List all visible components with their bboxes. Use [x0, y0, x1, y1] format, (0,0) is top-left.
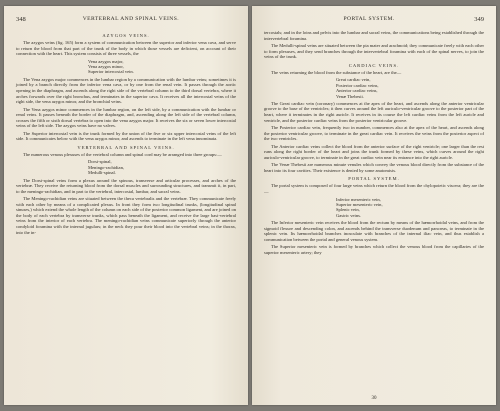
vein-list-item: Vena azygos major,	[88, 58, 124, 64]
vein-list	[264, 197, 484, 219]
paragraph: The Vena azygos minor commences in the lumbar region, on the left side, by a communication with the lumbar or renal veins. It passes beneath the border of the diaphragm, and, ascending along the left side of the vertebral column, crosses the fifth or sixth dorsal vertebra to open into the vena azygos major. It receives the six or seven lower intercostal veins of the left side. The azygos veins have no valves.	[16, 106, 236, 129]
vein-list-item: Posterior cardiac veins,	[336, 82, 379, 88]
paragraph: The veins returning the blood from the substance of the heart, are the—	[271, 69, 402, 75]
paragraph: The Posterior cardiac vein, frequently two in number, commences also at the apex of the heart, and ascends along the posterior ventricular groove, to terminate in the great cardiac vein. It receives the veins from the posterior aspect of the two ventricles.	[264, 125, 484, 142]
paragraph: The Superior intercostal vein is the trunk formed by the union of the five or six upper intercostal veins of the left side. It communicates below with the vena azygos minor, and ascends to terminate in the left vena innominata.	[16, 130, 236, 142]
paragraph: The portal system is composed of four large veins which return the blood from the chylopoietic viscera; they are the—	[264, 183, 484, 195]
vein-list-item: Venæ Thebesii.	[336, 93, 364, 99]
vein-list-item: Vena azygos minor,	[88, 64, 124, 70]
right-running-title: PORTAL SYSTEM.	[343, 16, 395, 22]
paragraph: The Great cardiac vein (coronary) commences at the apex of the heart, and ascends along the anterior ventricular groove to the base of the ventricles; it then curves around the left auriculo-ventricular groove to the posterior part of the heart, where it terminates in the right auricle. It receives in its course the left cardiac veins from the left auricle and ventricle, and the posterior cardiac veins from the posterior ventricular groove.	[264, 100, 484, 123]
right-running-head	[264, 16, 484, 23]
paragraph: The numerous venous plexuses of the vertebral column and spinal cord may be arranged into three groups:—	[23, 151, 222, 157]
left-running-title: VERTEBRAL AND SPINAL VEINS.	[82, 16, 180, 22]
vein-list	[16, 59, 236, 75]
vein-list-item: Dorsi-spinal,	[88, 159, 112, 165]
section-heading: AZYGOS VEINS.	[102, 33, 150, 38]
vein-list-item: Splenic vein,	[336, 207, 360, 213]
paragraph: The Superior mesenteric vein is formed by branches which collect the venous blood from the capillaries of the superior mesenteric artery; they	[264, 244, 484, 255]
right-page-body	[264, 30, 484, 255]
paragraph: The Meningo-rachidian veins are situated between the theca vertebralis and the vertebræ. They communicate freely with each other by means of a complicated plexus. In front they form two longitudinal trunks, (longitudinal spinal sinuses,) which extend the whole length of the column on each side of the posterior common ligament, and are joined on the body of each vertebra by transverse trunks, which pass beneath the ligament, and receive the large basi-vertebral veins from the interior of each vertebra. The meningo-rachidian veins communicate superiorly through the anterior condyloid foramina with the internal jugulars; in the neck they pour their blood into the vertebral veins; in the thorax, into the in-	[16, 196, 236, 235]
paragraph: The Anterior cardiac veins collect the blood from the anterior surface of the right ventricle; one larger than the rest runs along the right border of the heart and joins the trunk formed by these veins, which curves around the right auriculo-ventricular groove, to terminate in the great cardiac vein near its entrance into the right auricle.	[264, 143, 484, 160]
folio-signature: 30	[371, 396, 377, 401]
left-page-body	[16, 33, 236, 235]
vein-list-item: Superior intercostal vein.	[88, 69, 134, 75]
vein-list	[264, 77, 484, 99]
vein-list-item: Anterior cardiac veins,	[336, 88, 378, 94]
paragraph: The Medulli-spinal veins are situated between the pia mater and arachnoid; they communicate freely with each other to form plexuses, and they send branches through the intervertebral foramina with each of the spinal nerves, to join the veins of the trunk.	[264, 43, 484, 60]
left-page-number: 348	[16, 16, 26, 23]
paragraph: The azygos veins (fig. 165) form a system of communication between the superior and inferior vena cava, and serve to return the blood from that part of the trunk of the body in which those vessels are deficient, on account of their connection with the heart. This system consists of three vessels, the	[16, 40, 236, 57]
paragraph: The Dorsi-spinal veins form a plexus around the spinous, transverse and articular processes, and arches of the vertebræ. They receive the returning blood from the dorsal muscles and surrounding structures, and transmit it, in part, to the meningo-rachidian, and in part to the vertebral, intercostal, lumbar, and sacral veins.	[16, 177, 236, 194]
paragraph: The Vena azygos major commences in the lumbar region by a communication with the lumbar veins; sometimes it is joined by a branch directly from the inferior vena cava, or by one from the renal vein. It passes through the aortic opening in the diaphragm, and ascends along the right side of the vertebral column to the third dorsal vertebra, where it arches forwards over the right bronchus, and terminates in the superior cava. It receives all the intercostal veins of the right side, the vena azygos minor, and the bronchial veins.	[16, 76, 236, 105]
paragraph: tercostals; and in the loins and pelvis into the lumbar and sacral veins, the communications being established through the intervertebral foramina.	[264, 30, 484, 41]
right-page-number: 349	[474, 16, 484, 23]
vein-list-item: Inferior mesenteric vein,	[336, 196, 381, 202]
vein-list-item: Medulli-spinal.	[88, 170, 116, 176]
vein-list-item: Great cardiac vein,	[336, 77, 371, 83]
paragraph: The Venæ Thebesii are numerous minute venules which convey the venous blood directly from the substance of the heart into its four cavities. Their existence is denied by some anatomists.	[264, 162, 484, 173]
right-page	[252, 6, 496, 405]
vein-list-item: Meningo-rachidian,	[88, 164, 124, 170]
vein-list-item: Superior mesenteric vein,	[336, 201, 383, 207]
left-page	[4, 6, 248, 405]
left-running-head	[16, 16, 236, 23]
section-heading: VERTEBRAL AND SPINAL VEINS.	[77, 144, 175, 150]
section-heading: PORTAL SYSTEM.	[348, 176, 400, 182]
paragraph: The Inferior mesenteric vein receives the blood from the rectum by means of the hæmorrhoidal veins, and from the sigmoid flexure and descending colon, and ascends behind the transverse duodenum and pancreas, to terminate in the splenic vein. Its hæmorrhoidal branches inosculate with branches of the internal iliac vein, and thus establish a communication between the portal and general venous system.	[264, 220, 484, 242]
vein-list	[16, 159, 236, 175]
section-heading: CARDIAC VEINS.	[348, 62, 400, 68]
vein-list-item: Gastric veins.	[336, 212, 362, 218]
